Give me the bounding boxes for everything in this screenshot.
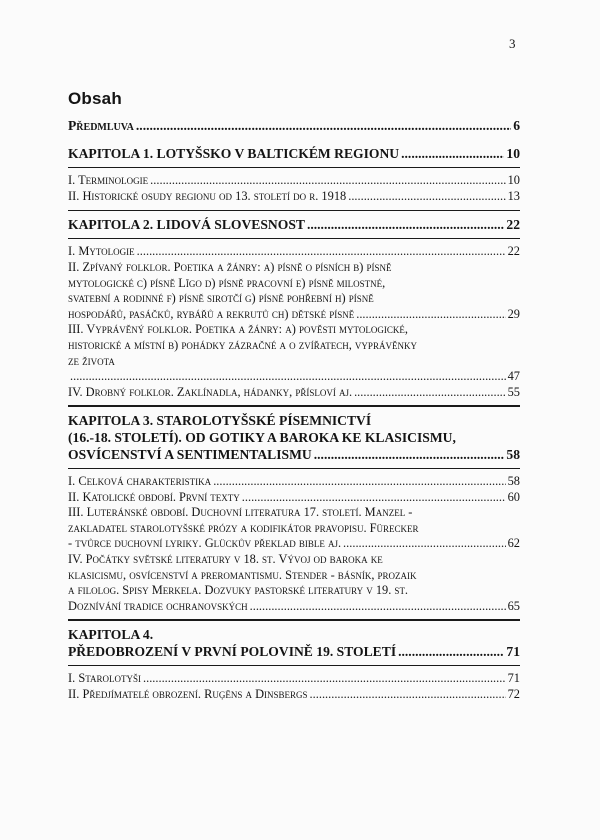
- entry-line-last: [68, 216, 520, 233]
- page-ref: 71: [507, 671, 520, 686]
- toc-section[interactable]: [68, 322, 520, 384]
- entry-line: IV. Počátky světské literatury v 18. st. Vývoj od baroka ke: [68, 552, 383, 567]
- chapter-list: [68, 145, 520, 702]
- entry-line-last: [68, 385, 520, 401]
- entry-line: historické a místní b) pohádky zázračné a o zvířatech, vyprávěnky: [68, 337, 417, 352]
- toc-section[interactable]: [68, 505, 520, 552]
- page-ref: 10: [506, 146, 520, 161]
- page-ref: 62: [507, 536, 520, 551]
- page-ref: 22: [506, 216, 520, 232]
- entry-text: KAPITOLA 2. LIDOVÁ SLOVESNOST: [68, 216, 305, 232]
- entry-line-last: [68, 643, 520, 660]
- dot-leader: [310, 687, 506, 703]
- entry-line: KAPITOLA 3. STAROLOTYŠSKÉ PÍSEMNICTVÍ: [68, 412, 372, 428]
- entry-line: mytologické c) písně Līgo d) písně pracovní e) písně milostné,: [68, 275, 386, 290]
- toc-section[interactable]: [68, 490, 520, 506]
- page-number: 3: [509, 36, 516, 51]
- entry-line: III. Luteránské období. Duchovní literatura 17. století. Manzel -: [68, 505, 413, 520]
- page-ref: 10: [507, 173, 520, 188]
- dot-leader: [314, 446, 505, 463]
- page-ref: 29: [507, 306, 520, 321]
- entry-line-last: [68, 474, 520, 490]
- entry-line-last: [68, 189, 520, 205]
- toc-section[interactable]: [68, 173, 520, 189]
- entry-line-last: [68, 446, 520, 463]
- table-of-contents: [68, 117, 520, 702]
- dot-leader: [398, 643, 504, 660]
- entry-line-last: [68, 599, 520, 615]
- entry-line-last: [68, 671, 520, 687]
- dot-leader: [401, 145, 504, 162]
- dot-leader: [150, 173, 505, 189]
- entry-line: a filolog. Spisy Merkela. Dozvuky pastorské literatury v 19. st.: [68, 583, 409, 598]
- entry-line-last: [68, 369, 520, 385]
- entry-line: zakladatel starolotyšské prózy a kodifikátor pravopisu. Fürecker: [68, 520, 419, 535]
- entry-line-last: [68, 536, 520, 552]
- dot-leader: [213, 474, 505, 490]
- toc-section[interactable]: [68, 385, 520, 401]
- page-ref: 13: [507, 188, 520, 203]
- page-ref: 60: [507, 489, 520, 504]
- entry-text: I. Celková charakteristika: [68, 474, 212, 489]
- preface-page: 6: [513, 118, 520, 133]
- entry-line: ze života: [68, 353, 115, 368]
- toc-heading: Obsah: [68, 89, 122, 108]
- entry-text: I. Terminologie: [68, 173, 149, 188]
- page-ref: 65: [507, 598, 520, 613]
- entry-line-last: [68, 687, 520, 703]
- dot-leader: [242, 490, 506, 506]
- toc-section[interactable]: [68, 260, 520, 322]
- toc-chapter[interactable]: [68, 145, 520, 162]
- entry-text: PŘEDOBROZENÍ V PRVNÍ POLOVINĚ 19. STOLETÍ: [68, 643, 397, 659]
- entry-line: svatební a rodinné f) písně sirotčí g) písně pohřební h) písně: [68, 291, 374, 306]
- toc-section[interactable]: [68, 244, 520, 260]
- page-ref: 58: [507, 474, 520, 489]
- page-ref: 72: [507, 686, 520, 701]
- entry-text: I. Starolotyši: [68, 671, 141, 686]
- toc-chapter[interactable]: [68, 626, 520, 660]
- toc-chapter[interactable]: [68, 412, 520, 463]
- entry-line: II. Zpívaný folklor. Poetika a žánry: a) písně o písních b) písně: [68, 259, 392, 274]
- section-rule: [68, 210, 520, 211]
- dot-leader: [250, 599, 506, 615]
- toc-section[interactable]: [68, 687, 520, 703]
- entry-line-last: [68, 145, 520, 162]
- toc-section[interactable]: [68, 552, 520, 614]
- dot-leader: [354, 385, 506, 401]
- page-ref: 71: [506, 643, 520, 659]
- entry-line: (16.-18. STOLETÍ). OD GOTIKY A BAROKA KE KLASICISMU,: [68, 429, 456, 445]
- entry-line-last: [68, 307, 520, 323]
- section-rule: [68, 619, 520, 620]
- entry-text: II. Předjímatelé obrození. Ruģēns a Dinsbergs: [68, 686, 308, 701]
- entry-text: hospodářů, pasáčků, rybářů a rekrutů ch) dětské písně: [68, 306, 355, 321]
- page-ref: 58: [506, 446, 520, 462]
- entry-line: klasicismu, osvícenství a preromantismu. Stender - básník, prozaik: [68, 567, 417, 582]
- dot-leader: [343, 536, 506, 552]
- toc-section[interactable]: [68, 474, 520, 490]
- section-rule: [68, 405, 520, 406]
- entry-line: III. Vyprávěný folklor. Poetika a žánry: a) pověsti mytologické,: [68, 322, 408, 337]
- toc-preface[interactable]: [68, 117, 520, 134]
- dot-leader: [136, 117, 511, 134]
- entry-text: I. Mytologie: [68, 244, 135, 259]
- chapter-rule: [68, 665, 520, 666]
- toc-section[interactable]: [68, 189, 520, 205]
- chapter-rule: [68, 238, 520, 239]
- entry-text: Doznívání tradice ochranovských: [68, 598, 248, 613]
- dot-leader: [348, 189, 505, 205]
- dot-leader: [70, 369, 506, 385]
- dot-leader: [307, 216, 504, 233]
- entry-text: - tvůrce duchovní lyriky. Glückův překlad bible aj.: [68, 536, 342, 551]
- chapter-rule: [68, 468, 520, 469]
- toc-chapter[interactable]: [68, 216, 520, 233]
- entry-text: II. Katolické období. První texty: [68, 489, 240, 504]
- dot-leader: [356, 307, 505, 323]
- preface-title: Předmluva: [68, 118, 134, 133]
- entry-line-last: [68, 173, 520, 189]
- dot-leader: [143, 671, 506, 687]
- entry-text: II. Historické osudy regionu od 13. století do r. 1918: [68, 188, 347, 203]
- dot-leader: [137, 244, 506, 260]
- chapter-rule: [68, 167, 520, 168]
- entry-text: KAPITOLA 1. LOTYŠSKO V BALTICKÉM REGIONU: [68, 146, 400, 161]
- page-ref: 55: [507, 384, 520, 399]
- entry-line-last: [68, 244, 520, 260]
- toc-section[interactable]: [68, 671, 520, 687]
- entry-line: KAPITOLA 4.: [68, 626, 154, 642]
- entry-text: OSVÍCENSTVÍ A SENTIMENTALISMU: [68, 446, 312, 462]
- page-ref: 22: [507, 244, 520, 259]
- entry-line-last: [68, 490, 520, 506]
- entry-text: IV. Drobný folklor. Zaklínadla, hádanky, přísloví aj.: [68, 384, 353, 399]
- page-ref: 47: [507, 369, 520, 384]
- spacer: [68, 134, 520, 145]
